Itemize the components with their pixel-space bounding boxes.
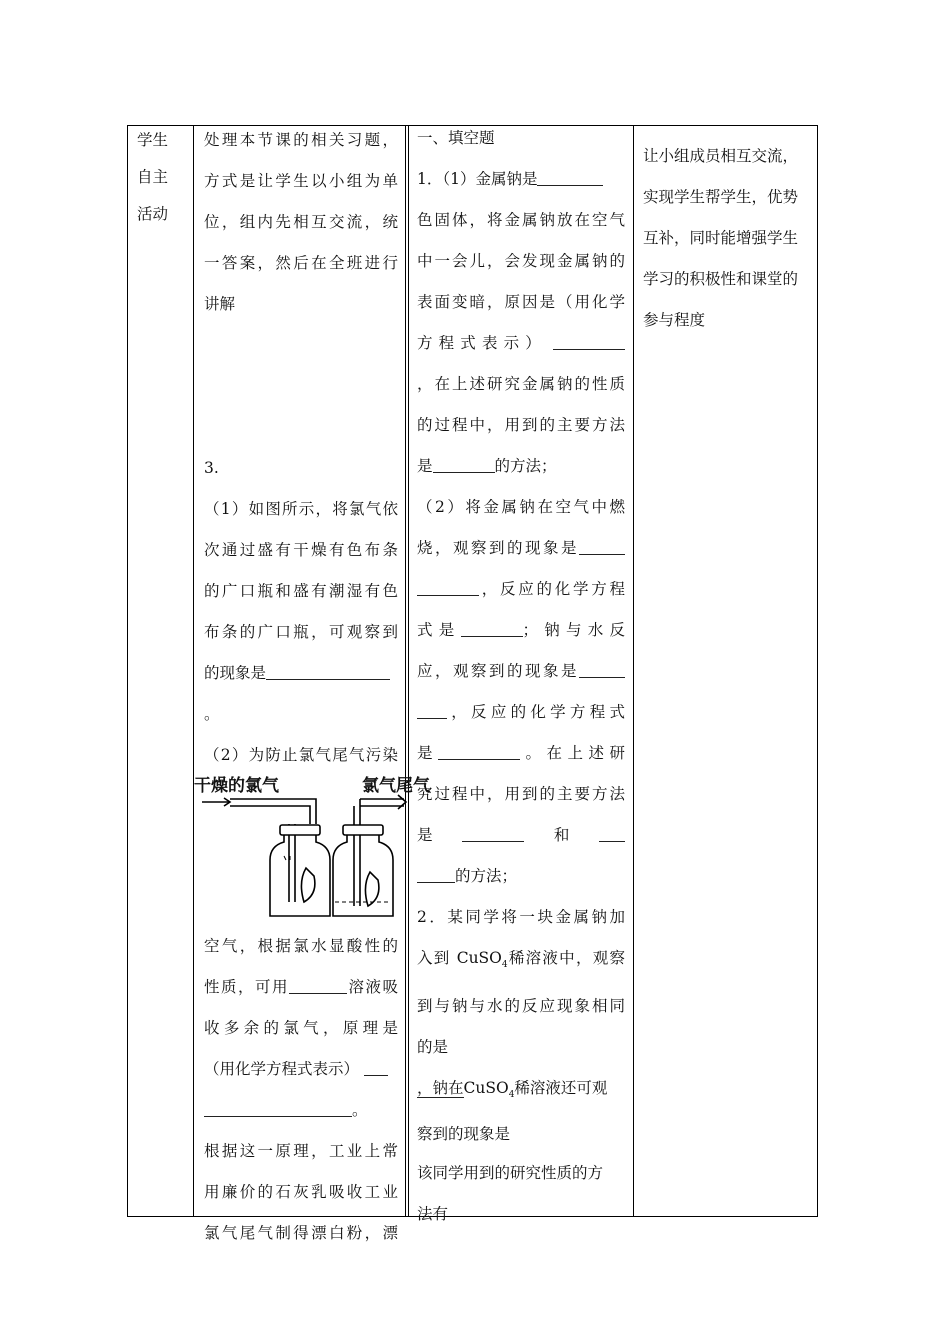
q1-line: 的过程中，用到的主要方法 — [417, 416, 625, 434]
q1-text: 的方法； — [455, 867, 518, 885]
question-3-number: 3. — [204, 459, 219, 477]
q3-part2-end: 。 — [352, 1101, 368, 1119]
figure-label-tail-gas: 氯气尾气 — [362, 776, 430, 796]
q1-line: 表面变暗，原因是（用化学 — [417, 293, 625, 311]
answer-blank — [266, 663, 390, 680]
answer-blank — [553, 333, 625, 350]
figure-label-dry-chlorine: 干燥的氯气 — [194, 776, 279, 796]
gas-washing-bottles-drawing — [194, 776, 454, 926]
chlorine-apparatus-figure — [194, 776, 430, 926]
answer-blank — [417, 702, 447, 719]
answer-blank — [462, 825, 524, 842]
q2-text: 4 — [508, 1090, 515, 1101]
section-heading: 一、填空题 — [417, 129, 495, 147]
q2-text: 入到 CuSO — [417, 949, 502, 967]
q3-part2-line: 空气，根据氯水显酸性的 — [204, 937, 398, 955]
design-intent-cell — [643, 136, 811, 341]
q3-part2-line: 收多余的氯气，原理是 — [204, 1019, 398, 1037]
q1-text: 烧，观察到的现象是 — [417, 539, 579, 557]
tail-line: 根据这一原理，工业上常 — [204, 1142, 398, 1160]
answer-blank — [417, 866, 455, 883]
tail-line: 用廉价的石灰乳吸收工业 — [204, 1183, 398, 1201]
q1-text: 。在上述研 — [520, 744, 625, 762]
q1-line: 色固体，将金属钠放在空气 — [417, 211, 625, 229]
q1-text: 应，观察到的现象是 — [417, 662, 579, 680]
q2-text: 4 — [501, 960, 508, 971]
answer-blank — [579, 661, 625, 678]
q3-part1-end: 。 — [204, 705, 220, 723]
q2-line: 法有 — [417, 1205, 449, 1224]
intent-line: 让小组成员相互交流， — [643, 147, 799, 165]
student-exercise-cell — [417, 118, 625, 1235]
answer-blank — [599, 825, 625, 842]
intent-line: 参与程度 — [643, 311, 706, 329]
intro-line: 位，组内先相互交流，统 — [204, 213, 398, 231]
q1-text: 是 — [417, 826, 463, 844]
lesson-table — [127, 125, 818, 1242]
answer-blank — [433, 456, 495, 473]
q2-text: CuSO — [463, 1079, 509, 1098]
q2-line: 2．某同学将一块金属钠加 — [417, 908, 625, 926]
intro-line: 讲解 — [204, 295, 236, 313]
q2-line: 该同学用到的研究性质的方 — [417, 1164, 604, 1183]
q1-text: 和 — [524, 826, 599, 844]
q1-text: 式是 — [417, 621, 461, 639]
q3-part1-line: 的广口瓶和盛有潮湿有色 — [204, 582, 398, 600]
q1-text: 是 — [417, 744, 438, 762]
q1-text: 是 — [417, 457, 433, 475]
tail-line: 氯气尾气制得漂白粉，漂 — [204, 1224, 398, 1242]
q2-text: 稀溶液中，观察 — [507, 949, 625, 967]
answer-blank — [537, 169, 603, 186]
q1-line: 中一会儿，会发现金属钠的 — [417, 252, 625, 270]
answer-blank — [579, 538, 625, 555]
q1-line: ，在上述研究金属钠的性质 — [417, 375, 625, 393]
column-divider — [633, 126, 634, 1216]
q1-text: ，反应的化学方程 — [479, 580, 625, 598]
answer-blank — [438, 743, 520, 760]
q2-line: 到与钠与水的反应现象相同 — [417, 997, 625, 1016]
intro-line: 处理本节课的相关习题， — [204, 131, 398, 149]
activity-label-line: 学生 — [137, 131, 169, 149]
q3-part1-line: 次通过盛有干燥有色布条 — [204, 541, 398, 559]
column-divider — [193, 126, 194, 1216]
activity-label-line: 活动 — [137, 205, 169, 223]
answer-blank — [461, 620, 523, 637]
q3-part1-line: 的现象是 — [204, 664, 267, 682]
answer-blank — [364, 1059, 388, 1076]
answer-blank — [289, 977, 347, 994]
teacher-activity-cell — [194, 120, 430, 1254]
q1-text: 1．（1）金属钠是 — [417, 170, 538, 188]
intent-line: 互补，同时能增强学生 — [643, 229, 799, 247]
q3-part2-line: （2）为防止氯气尾气污染 — [204, 746, 398, 764]
q2-text: 稀溶液还可观 — [514, 1079, 608, 1098]
activity-label-cell — [137, 122, 187, 233]
q1-text: ；钠与水反 — [522, 621, 625, 639]
q3-part2-text: 溶液吸 — [346, 978, 398, 996]
q1-text: 的方法； — [494, 457, 557, 475]
q2-line: 的是 — [417, 1038, 449, 1057]
answer-blank — [204, 1100, 352, 1117]
q1-line: （2）将金属钠在空气中燃 — [417, 498, 625, 516]
q1-text: 方程式表示） — [417, 334, 547, 352]
q3-part1-line: （1）如图所示，将氯气依 — [204, 500, 398, 518]
q3-part2-text: 性质，可用 — [204, 978, 289, 996]
q1-text: ，反应的化学方程式 — [447, 703, 625, 721]
intent-line: 学习的积极性和课堂的 — [643, 270, 799, 288]
intro-line: 方式是让学生以小组为单 — [204, 172, 398, 190]
q3-part1-line: 布条的广口瓶，可观察到 — [204, 623, 398, 641]
column-divider — [405, 126, 409, 1216]
intent-line: 实现学生帮学生，优势 — [643, 188, 799, 206]
activity-label-line: 自主 — [137, 168, 169, 186]
q1-line: 究过程中，用到的主要方法 — [417, 785, 625, 803]
q2-line: 察到的现象是 — [417, 1125, 511, 1144]
q3-part2-text: （用化学方程式表示） — [204, 1060, 360, 1078]
intro-line: 一答案，然后在全班进行 — [204, 254, 398, 272]
answer-blank — [417, 579, 479, 596]
q2-text: ，钠在 — [417, 1079, 464, 1098]
